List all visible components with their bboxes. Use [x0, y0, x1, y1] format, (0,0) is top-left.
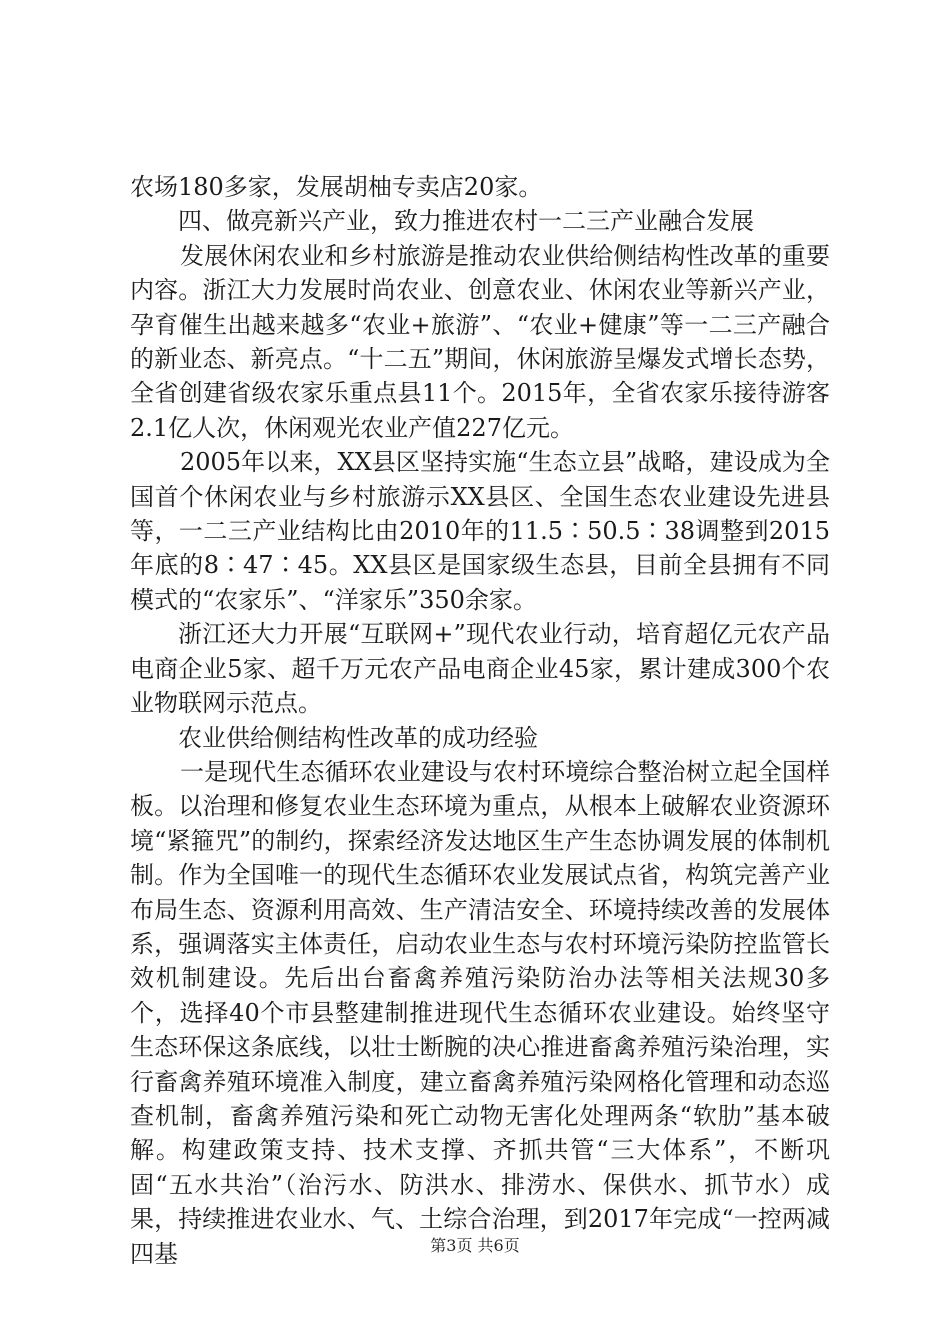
section-heading-4: 四、做亮新兴产业，致力推进农村一二三产业融合发展: [178, 207, 754, 236]
section-heading-success-experience: 农业供给侧结构性改革的成功经验: [178, 723, 538, 752]
page-footer: [0, 1236, 950, 1256]
paragraph-ecological-agriculture: 一是现代生态循环农业建设与农村环境综合整治树立起全国样板。以治理和修复农业生态环境为重点，从根本上破解农业资源环境“紧箍咒”的制约，探索经济发达地区生产生态协调发展的体制机制。作为全国唯一的现代生态循环农业发展试点省，构筑完善产业布局生态、资源利用高效、生产清洁安全、环境持续改善的发展体系，强调落实主体责任，启动农业生态与农村环境污染防控监管长效机制建设。先后出台畜禽养殖污染防治办法等相关法规30多个，选择40个市县整建制推进现代生态循环农业建设。始终坚守生态环保这条底线，以壮士断腕的决心推进畜禽养殖污染治理，实行畜禽养殖环境准入制度，建立畜禽养殖污染网格化管理和动态巡查机制，畜禽养殖污染和死亡动物无害化处理两条“软肋”基本破解。构建政策支持、技术支撑、齐抓共管“三大体系”，不断巩固“五水共治”（治污水、防洪水、排涝水、保供水、抓节水）成果，持续推进农业水、气、土综合治理，到2017年完成“一控两减四基: [130, 757, 830, 1268]
paragraph-internet-plus: 浙江还大力开展“互联网+”现代农业行动，培育超亿元农产品电商企业5家、超千万元农产品电商企业45家，累计建成300个农业物联网示范点。: [130, 620, 830, 718]
paragraph-continuation: 农场180多家，发展胡柚专卖店20家。: [130, 173, 543, 201]
page-number-label: 第3页 共6页: [430, 1236, 520, 1255]
document-body: [130, 170, 830, 1271]
paragraph-county-since-2005: 2005年以来，XX县区坚持实施“生态立县”战略，建设成为全国首个休闲农业与乡村旅游示XX县区、全国生态农业建设先进县等，一二三产业结构比由2010年的11.5∶50.5∶38调整到2015年底的8∶47∶45。XX县区是国家级生态县，目前全县拥有不同模式的“农家乐”、“洋家乐”350余家。: [130, 448, 830, 614]
paragraph-leisure-agriculture: 发展休闲农业和乡村旅游是推动农业供给侧结构性改革的重要内容。浙江大力发展时尚农业、创意农业、休闲农业等新兴产业，孕育催生出越来越多“农业+旅游”、“农业+健康”等一二三产融合的新业态、新亮点。“十二五”期间，休闲旅游呈爆发式增长态势，全省创建省级农家乐重点县11个。2015年，全省农家乐接待游客2.1亿人次，休闲观光农业产值227亿元。: [130, 241, 830, 442]
